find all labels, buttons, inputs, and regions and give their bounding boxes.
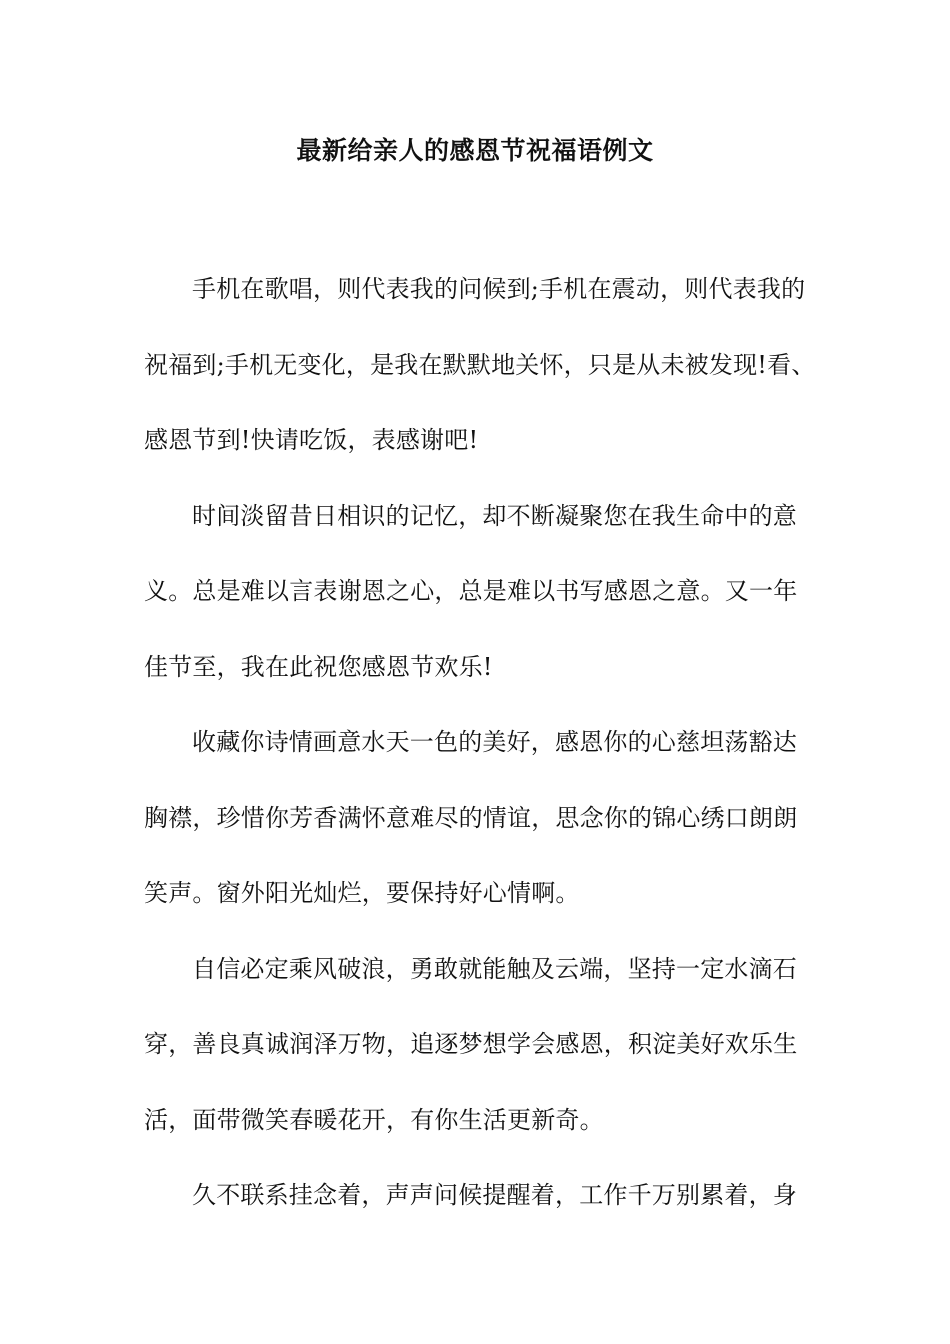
paragraph-line: 手机在歌唱，则代表我的问候到;手机在震动，则代表我的 xyxy=(192,275,806,303)
paragraph-line: 时间淡留昔日相识的记忆，却不断凝聚您在我生命中的意 xyxy=(192,501,797,530)
paragraph-1 xyxy=(144,252,816,479)
document-body xyxy=(144,252,816,1234)
paragraph-line: 穿，善良真诚润泽万物，追逐梦想学会感恩，积淀美好欢乐生 xyxy=(144,1030,798,1058)
paragraph-line: 义。总是难以言表谢恩之心，总是难以书写感恩之意。又一年 xyxy=(144,577,798,605)
paragraph-3 xyxy=(144,705,808,932)
paragraph-line: 收藏你诗情画意水天一色的美好，感恩你的心慈坦荡豁达 xyxy=(192,728,797,756)
paragraph-line: 活，面带微笑春暖花开，有你生活更新奇。 xyxy=(144,1105,604,1134)
paragraph-line: 祝福到;手机无变化，是我在默默地关怀，只是从未被发现!看、 xyxy=(144,350,816,379)
paragraph-line: 感恩节到!快请吃饭，表感谢吧! xyxy=(144,426,479,454)
paragraph-4 xyxy=(144,932,808,1159)
paragraph-line: 笑声。窗外阳光灿烂，要保持好心情啊。 xyxy=(144,879,580,907)
paragraph-line: 自信必定乘风破浪，勇敢就能触及云端，坚持一定水滴石 xyxy=(192,954,797,983)
document-title: 最新给亲人的感恩节祝福语例文 xyxy=(296,136,654,165)
paragraph-line: 胸襟，珍惜你芳香满怀意难尽的情谊，思念你的锦心绣口朗朗 xyxy=(144,803,798,832)
paragraph-5 xyxy=(144,1158,808,1234)
paragraph-line: 久不联系挂念着，声声问候提醒着，工作千万别累着，身 xyxy=(192,1181,797,1209)
paragraph-2 xyxy=(144,479,808,706)
paragraph-line: 佳节至，我在此祝您感恩节欢乐! xyxy=(144,652,493,681)
